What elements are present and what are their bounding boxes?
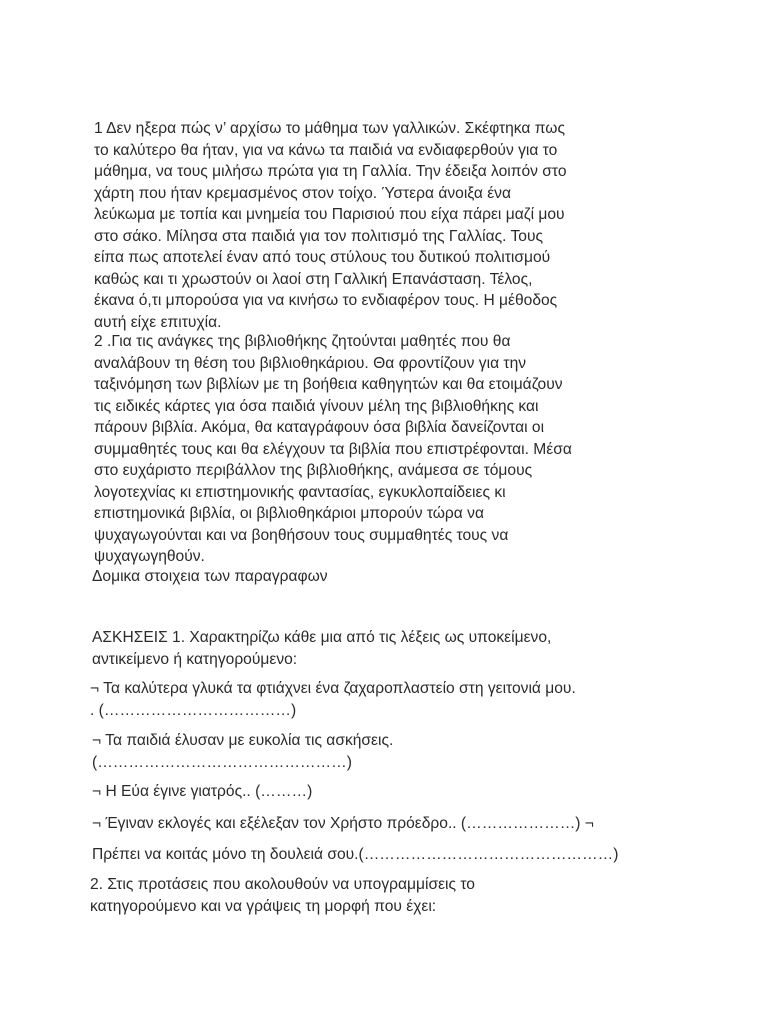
paragraph-1-line: 1 Δεν ηξερα πώς ν’ αρχίσω το μάθημα των γαλλικών. Σκέφτηκα πως: [94, 120, 565, 137]
exercise-item-2: [92, 730, 393, 773]
paragraph-1-line: μάθημα, να τους μιλήσω πρώτα για τη Γαλλία. Την έδειξα λοιπόν στο: [94, 163, 567, 180]
paragraph-1-line: αυτή είχε επιτυχία.: [94, 313, 222, 331]
exercise-item-1-line: ¬ Τα καλύτερα γλυκά τα φτιάχνει ένα ζαχαροπλαστείο στη γειτονιά μου.: [90, 680, 576, 697]
exercise-item-4: [92, 813, 594, 835]
exercise-item-2-line: (…………………………………………): [92, 753, 352, 771]
structure-heading-text: Δομικα στοιχεια των παραγραφων: [92, 568, 328, 585]
paragraph-2-line: επιστημονικά βιβλία, οι βιβλιοθηκάριοι μπορούν τώρα να: [94, 505, 484, 522]
exercises-intro-line: αντικείμενο ή κατηγορούμενο:: [92, 650, 298, 668]
exercise-item-4-text: ¬ Έγιναν εκλογές και εξέλεξαν τον Χρήστο πρόεδρο.. (…………………) ¬: [92, 815, 594, 832]
paragraph-1-line: στο σάκο. Μίλησα στα παιδιά για τον πολιτισμό της Γαλλίας. Τους: [94, 227, 544, 245]
paragraph-1: [94, 118, 567, 333]
paragraph-2-line: συμμαθητές τους και θα ελέγχουν τα βιβλία που επιστρέφονται. Μέσα: [94, 440, 572, 458]
paragraph-1-line: είπα πως αποτελεί έναν από τους στύλους του δυτικού πολιτισμού: [94, 249, 551, 266]
exercise-item-1: [90, 678, 576, 721]
paragraph-2-line: λογοτεχνίας κι επιστημονικής φαντασίας, εγκυκλοπαίδειες κι: [94, 483, 506, 501]
paragraph-1-line: έκανα ό,τι μπορούσα για να κινήσω το ενδιαφέρον τους. Η μέθοδος: [94, 292, 558, 309]
exercise-item-1-line: . (………………………………): [90, 701, 297, 719]
exercise-item-5-text: Πρέπει να κοιτάς μόνο τη δουλειά σου.(…………………………………………): [92, 846, 619, 863]
paragraph-1-line: καθώς και τι χρωστούν οι λαοί στη Γαλλική Επανάσταση. Τέλος,: [94, 270, 533, 288]
paragraph-2-line: 2 .Για τις ανάγκες της βιβλιοθήκης ζητούνται μαθητές που θα: [94, 333, 511, 350]
paragraph-2-line: ψυχαγωγηθούν.: [94, 548, 205, 565]
paragraph-2-line: αναλάβουν τη θέση του βιβλιοθηκάριου. Θα φροντίζουν για την: [94, 354, 527, 372]
paragraph-2-line: πάρουν βιβλία. Ακόμα, θα καταγράφουν όσα βιβλία δανείζονται οι: [94, 419, 545, 436]
paragraph-2-line: ταξινόμηση των βιβλίων με τη βοήθεια καθηγητών και θα ετοιμάζουν: [94, 376, 563, 393]
paragraph-1-line: το καλύτερο θα ήταν, για να κάνω τα παιδιά να ενδιαφερθούν για το: [94, 141, 558, 159]
exercise-2-line: 2. Στις προτάσεις που ακολουθούν να υπογραμμίσεις το: [90, 876, 475, 893]
paragraph-1-line: λεύκωμα με τοπία και μνημεία του Παρισιού που είχα πάρει μαζί μου: [94, 206, 565, 223]
exercise-item-5: [92, 844, 618, 866]
exercises-intro-line: ΑΣΚΗΣΕΙΣ 1. Χαρακτηρίζω κάθε μια από τις λέξεις ως υποκείμενο,: [92, 629, 552, 646]
paragraph-2-line: στο ευχάριστο περιβάλλον της βιβλιοθήκης, ανάμεσα σε τόμους: [94, 462, 533, 479]
paragraph-2-line: τις ειδικές κάρτες για όσα παιδιά γίνουν μέλη της βιβλιοθήκης και: [94, 397, 539, 415]
exercise-2-instructions: [90, 874, 475, 917]
exercises-intro: [92, 627, 551, 670]
exercise-2-line: κατηγορούμενο και να γράψεις τη μορφή που έχει:: [90, 897, 437, 915]
paragraph-2-line: ψυχαγωγούνται και να βοηθήσουν τους συμμαθητές τους να: [94, 526, 509, 544]
exercise-item-2-line: ¬ Τα παιδιά έλυσαν με ευκολία τις ασκήσεις.: [92, 732, 394, 749]
structure-heading: [92, 566, 328, 588]
exercise-item-3: [92, 781, 312, 803]
paragraph-2: [94, 331, 572, 568]
exercise-item-3-text: ¬ Η Εύα έγινε γιατρός.. (………): [92, 783, 313, 800]
paragraph-1-line: χάρτη που ήταν κρεμασμένος στον τοίχο. Ύστερα άνοιξα ένα: [94, 184, 511, 202]
